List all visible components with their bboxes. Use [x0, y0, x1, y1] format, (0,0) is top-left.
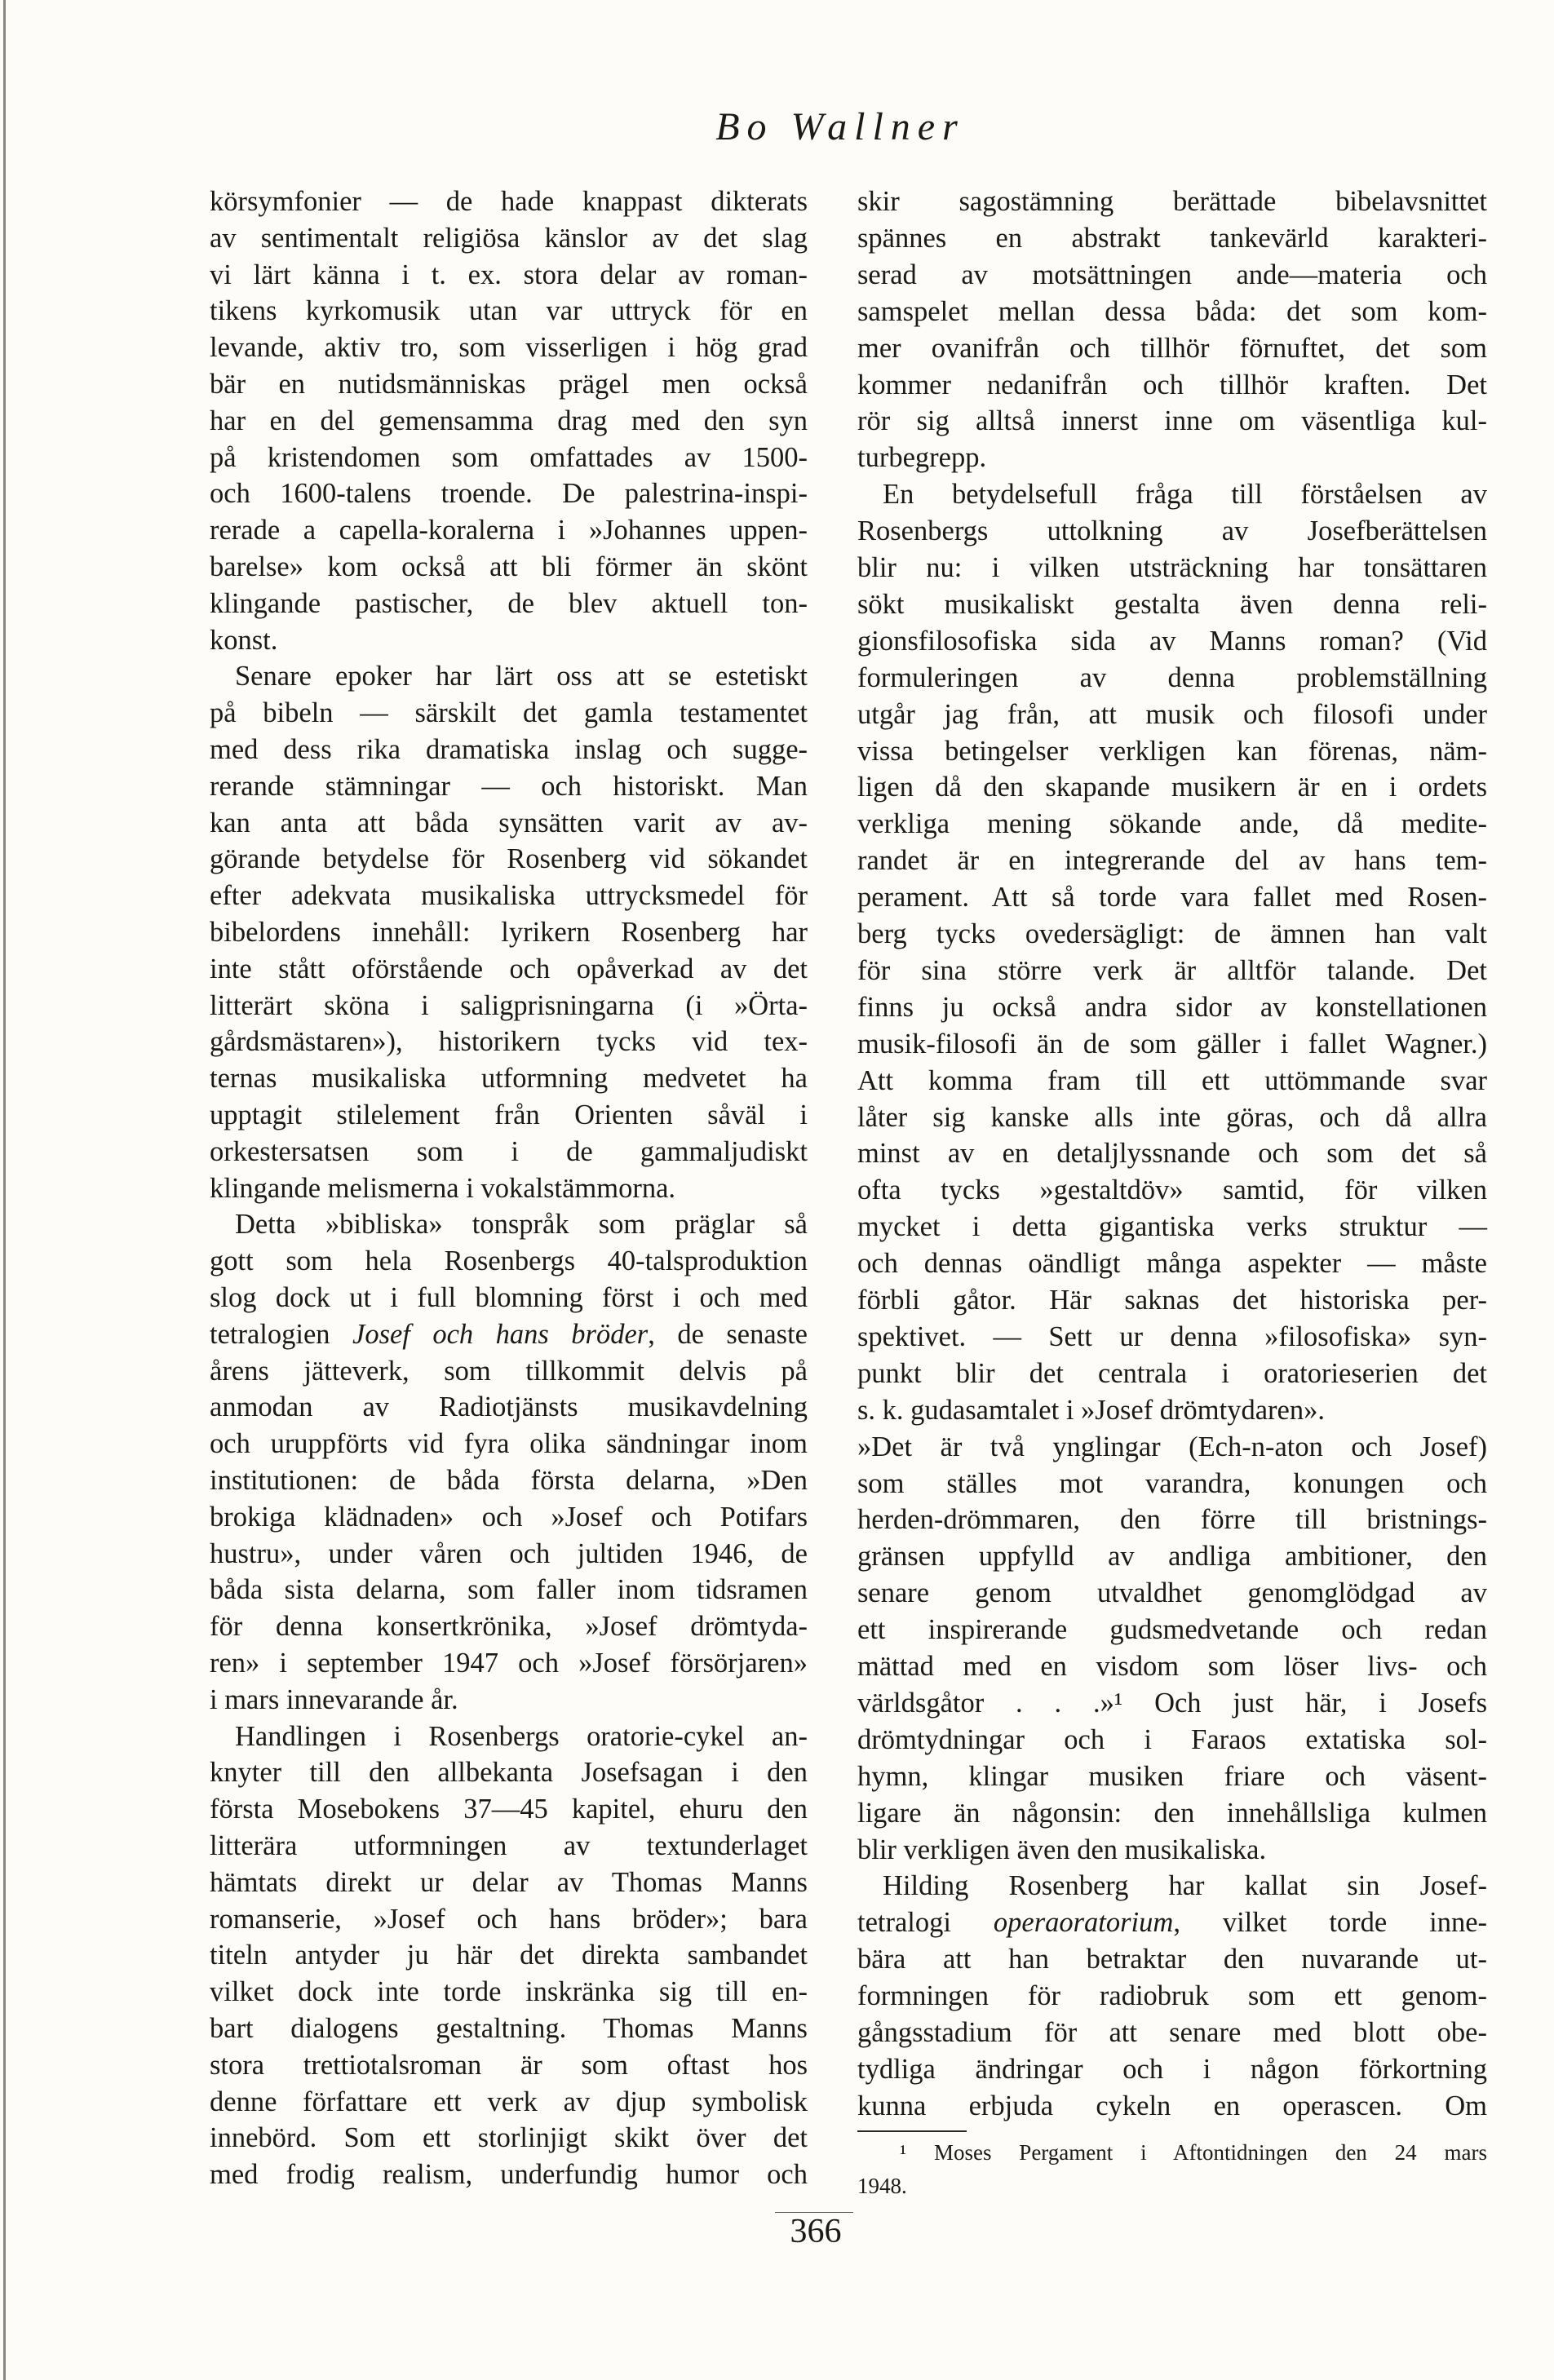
text-line-segment: punkt blir det centrala i oratorieserien det: [857, 1357, 1487, 1389]
text-line: [210, 440, 808, 476]
text-line-segment: förbli gåtor. Här saknas det historiska per-: [857, 1285, 1487, 1316]
text-line-segment: och uruppförts vid fyra olika sändningar inom: [210, 1428, 808, 1460]
running-header-author: Bo Wallner: [715, 105, 965, 148]
text-line: [857, 1685, 1487, 1722]
text-line: [857, 1099, 1487, 1136]
text-line: [857, 1612, 1487, 1648]
text-line: [210, 732, 808, 768]
text-line: [857, 330, 1487, 367]
text-line: [857, 1172, 1487, 1209]
text-line: [857, 1502, 1487, 1538]
text-line: [857, 1135, 1487, 1172]
text-line-segment: anmodan av Radiotjänsts musikavdelning: [210, 1391, 808, 1423]
text-line-segment: båda sista delarna, som faller inom tidsramen: [210, 1574, 808, 1606]
text-line-segment: serad av motsättningen ande—materia och: [857, 259, 1487, 290]
text-line: [210, 1937, 808, 1974]
text-line-segment: mycket i detta gigantiska verks struktur —: [857, 1211, 1487, 1243]
text-line-segment: En betydelsefull fråga till förståelsen av: [883, 479, 1487, 511]
text-line: [857, 697, 1487, 733]
text-line-segment: med dess rika dramatiska inslag och sugge-: [210, 734, 808, 765]
text-line: [210, 1828, 808, 1865]
text-line: [857, 1648, 1487, 1685]
text-line: [857, 403, 1487, 440]
text-line: [210, 1754, 808, 1791]
text-line-segment: blir verkligen även den musikaliska.: [857, 1834, 1267, 1865]
text-line: [210, 1499, 808, 1536]
text-line-segment: med frodig realism, underfundig humor och: [210, 2159, 808, 2191]
text-line-segment: vilket dock inte torde inskränka sig till en-: [210, 1976, 808, 2008]
text-line-segment: musik-filosofi än de som gäller i fallet Wagner.): [857, 1028, 1487, 1059]
text-line-segment: verkliga mening sökande ande, då medite-: [857, 808, 1487, 840]
text-line-segment: tetralogien: [210, 1318, 352, 1350]
text-line-segment: efter adekvata musikaliska uttrycksmedel för: [210, 880, 808, 912]
text-line: [857, 2051, 1487, 2088]
text-line: [857, 220, 1487, 257]
text-line-segment: konst.: [210, 624, 278, 656]
text-line: [210, 1134, 808, 1170]
page-binding-edge: [3, 0, 6, 2380]
text-line: [857, 1429, 1487, 1466]
text-line: [210, 988, 808, 1024]
text-line-segment: för sina större verk är alltför talande. Det: [857, 954, 1487, 986]
text-line-segment: vi lärt känna i t. ex. stora delar av roman-: [210, 259, 808, 290]
text-line-segment: berg tycks ovedersägligt: de ämnen han valt: [857, 918, 1487, 949]
text-line-segment: herden-drömmaren, den förre till bristnings-: [857, 1504, 1487, 1536]
text-line: [857, 586, 1487, 623]
text-line: [210, 512, 808, 549]
text-line-segment: spektivet. — Sett ur denna »filosofiska» syn-: [857, 1321, 1487, 1352]
text-line: [857, 1722, 1487, 1758]
text-line: [857, 916, 1487, 953]
text-line-segment: som ställes mot varandra, konungen och: [857, 1467, 1487, 1499]
text-line: [857, 1538, 1487, 1575]
text-line: [210, 841, 808, 878]
text-line: [210, 1389, 808, 1426]
text-line-segment: romanserie, »Josef och hans bröder»; bara: [210, 1903, 808, 1935]
text-line-segment: av sentimentalt religiösa känslor av det slag: [210, 222, 808, 254]
text-line: [210, 1682, 808, 1719]
footnote-divider: [857, 2130, 967, 2132]
text-line: [210, 586, 808, 622]
text-line: [210, 293, 808, 330]
text-line-segment: perament. Att så torde vara fallet med Rosen-: [857, 882, 1487, 914]
text-line: [210, 1974, 808, 2011]
text-line-segment: gionsfilosofiska sida av Manns roman? (Vid: [857, 625, 1487, 657]
text-line: [857, 733, 1487, 770]
text-line: [210, 951, 808, 988]
text-line-segment: drömtydningar och i Faraos extatiska sol-: [857, 1723, 1487, 1755]
text-line-segment: bibelordens innehåll: lyrikern Rosenberg har: [210, 917, 808, 948]
text-line: [857, 660, 1487, 697]
text-line-segment: bär en nutidsmänniskas prägel men också: [210, 369, 808, 400]
text-line-segment: inte stått oförstående och opåverkad av det: [210, 953, 808, 984]
text-line: [857, 1392, 1487, 1429]
text-line: [210, 695, 808, 732]
italic-title: Josef och hans bröder: [352, 1318, 649, 1350]
text-line-segment: gott som hela Rosenbergs 40-talsproduktion: [210, 1245, 808, 1277]
text-line-segment: hämtats direkt ur delar av Thomas Manns: [210, 1866, 808, 1898]
text-line-segment: formningen för radiobruk som ett genom-: [857, 1980, 1487, 2012]
text-line-segment: denne författare ett verk av djup symbolisk: [210, 2086, 808, 2117]
text-line: [210, 1536, 808, 1573]
text-line: [857, 184, 1487, 220]
text-line-segment: kommer nedanifrån och tillhör kraften. Det: [857, 369, 1487, 400]
text-line-segment: hymn, klingar musiken friare och väsent-: [857, 1760, 1487, 1792]
text-line-segment: bart dialogens gestaltning. Thomas Manns: [210, 2013, 808, 2044]
text-line-segment: ren» i september 1947 och »Josef försörjaren»: [210, 1648, 808, 1679]
text-line: [210, 1206, 808, 1243]
text-line-segment: kan anta att båda synsätten varit av av-: [210, 807, 808, 838]
text-line-segment: Detta »bibliska» tonspråk som präglar så: [235, 1209, 808, 1241]
text-line-segment: första Mosebokens 37—45 kapitel, ehuru den: [210, 1794, 808, 1825]
text-line-segment: har en del gemensamma drag med den syn: [210, 405, 808, 436]
text-line: [857, 953, 1487, 989]
text-line: [210, 622, 808, 659]
text-line-segment: stora trettiotalsroman är som oftast hos: [210, 2049, 808, 2081]
text-line-segment: ofta tycks »gestaltdöv» samtid, för vilken: [857, 1175, 1487, 1206]
text-line-segment: skir sagostämning berättade bibelavsnittet: [857, 186, 1487, 217]
text-line-segment: ternas musikaliska utformning medvetet ha: [210, 1063, 808, 1095]
text-line: [210, 1243, 808, 1280]
text-line: [210, 1791, 808, 1828]
text-line: [210, 220, 808, 257]
text-line-segment: tydliga ändringar och i någon förkortning: [857, 2053, 1487, 2085]
text-line: [857, 989, 1487, 1026]
text-line-segment: , vilket torde inne-: [1173, 1907, 1487, 1939]
text-line: [210, 1353, 808, 1390]
text-line-segment: litterärt sköna i saligprisningarna (i »Örta-: [210, 989, 808, 1021]
text-line: [857, 513, 1487, 550]
text-line: [210, 1462, 808, 1499]
text-line-segment: senare genom utvaldhet genomglödgad av: [857, 1577, 1487, 1609]
text-line-segment: vissa betingelser verkligen kan förenas, näm-: [857, 735, 1487, 767]
text-line-segment: slog dock ut i full blomning först i och med: [210, 1282, 808, 1313]
text-line: [857, 1575, 1487, 1612]
page-number: 366: [790, 2213, 842, 2250]
text-line: [210, 403, 808, 440]
text-line-segment: Att komma fram till ett uttömmande svar: [857, 1064, 1487, 1096]
text-line-segment: barelse» kom också att bli förmer än skönt: [210, 551, 808, 582]
text-line-segment: Hilding Rosenberg har kallat sin Josef-: [883, 1870, 1487, 1902]
text-line: [857, 1282, 1487, 1319]
text-line: [857, 294, 1487, 330]
text-line-segment: turbegrepp.: [857, 442, 987, 474]
text-line-segment: rör sig alltså innerst inne om väsentliga kul-: [857, 405, 1487, 437]
text-line-segment: institutionen: de båda första delarna, »Den: [210, 1465, 808, 1496]
text-line-segment: »Det är två ynglingar (Ech-n-aton och Josef): [857, 1431, 1487, 1462]
text-line-segment: gränsen uppfylld av andliga ambitioner, den: [857, 1541, 1487, 1573]
text-line-segment: , de senaste: [648, 1318, 808, 1350]
text-line: [210, 914, 808, 951]
text-line: [857, 1356, 1487, 1392]
text-line: [857, 623, 1487, 660]
text-line: [857, 1209, 1487, 1245]
text-line-segment: ligen då den skapande musikern är en i ordets: [857, 772, 1487, 803]
text-line-segment: Senare epoker har lärt oss att se estetiskt: [235, 661, 808, 692]
text-line-segment: spännes en abstrakt tankevärld karakteri-: [857, 222, 1487, 254]
text-line-segment: innebörd. Som ett storlinjigt skikt över det: [210, 2122, 808, 2154]
text-line: [210, 1901, 808, 1938]
text-line: [210, 1608, 808, 1645]
text-line-segment: upptagit stilelement från Orienten såväl i: [210, 1099, 808, 1130]
text-line: [210, 878, 808, 914]
text-line: [210, 184, 808, 220]
text-line-segment: gångsstadium för att senare med blott obe-: [857, 2017, 1487, 2048]
text-line-segment: årens jätteverk, som tillkommit delvis på: [210, 1355, 808, 1387]
text-line-segment: och 1600-talens troende. De palestrina-inspi-: [210, 478, 808, 510]
text-line: [857, 1978, 1487, 2015]
text-line-segment: levande, aktiv tro, som visserligen i hög grad: [210, 332, 808, 364]
text-line: [210, 2047, 808, 2084]
text-line: [857, 1941, 1487, 1978]
text-line: [857, 806, 1487, 843]
text-line-segment: kunna erbjuda cykeln en operascen. Om: [857, 2090, 1487, 2121]
text-line: [210, 1865, 808, 1901]
text-line-segment: klingande pastischer, de blev aktuell ton-: [210, 587, 808, 619]
text-line-segment: rerande stämningar — och historiskt. Man: [210, 770, 808, 802]
text-line-segment: titeln antyder ju här det direkta sambandet: [210, 1940, 808, 1971]
text-line: [857, 1319, 1487, 1356]
text-line-segment: orkestersatsen som i de gammaljudiskt: [210, 1135, 808, 1167]
text-line: [210, 1170, 808, 1207]
text-line: [210, 1280, 808, 1316]
text-line: [210, 1426, 808, 1462]
text-line: [210, 2084, 808, 2121]
text-line-segment: tetralogi: [857, 1907, 994, 1939]
text-line-segment: för denna konsertkrönika, »Josef drömtyda-: [210, 1611, 808, 1643]
text-line: [857, 1245, 1487, 1282]
text-line: [857, 1758, 1487, 1795]
text-line-segment: randet är en integrerande del av hans tem-: [857, 845, 1487, 877]
text-line-segment: finns ju också andra sidor av konstellationen: [857, 991, 1487, 1023]
text-line: [210, 1645, 808, 1682]
text-line-segment: litterära utformningen av textunderlaget: [210, 1830, 808, 1861]
text-line-segment: ligare än någonsin: den innehållsliga kulmen: [857, 1797, 1487, 1829]
text-line-segment: sökt musikaliskt gestalta även denna reli-: [857, 588, 1487, 620]
text-line: [857, 1868, 1487, 1904]
text-line: [857, 476, 1487, 513]
text-line: [210, 805, 808, 842]
text-line: [210, 2157, 808, 2193]
text-line-segment: mättad med en visdom som löser livs- och: [857, 1651, 1487, 1682]
text-line-segment: på kristendomen som omfattades av 1500-: [210, 441, 808, 473]
text-line: [857, 1063, 1487, 1099]
text-line: [857, 843, 1487, 879]
text-line: [857, 550, 1487, 586]
text-line: [857, 1832, 1487, 1869]
text-line-segment: världsgåtor . . .»¹ Och just här, i Josefs: [857, 1687, 1487, 1719]
text-line: [210, 658, 808, 695]
text-line: [210, 257, 808, 294]
text-line: [210, 2120, 808, 2157]
text-line: [210, 1316, 808, 1353]
text-line-segment: bära att han betraktar den nuvarande ut-: [857, 1944, 1487, 1975]
text-line-segment: görande betydelse för Rosenberg vid sökandet: [210, 843, 808, 875]
text-line: [210, 768, 808, 805]
text-line: [857, 367, 1487, 404]
text-line: [857, 1795, 1487, 1832]
text-line-segment: knyter till den allbekanta Josefsagan i den: [210, 1757, 808, 1789]
text-line-segment: ett inspirerande gudsmedvetande och redan: [857, 1614, 1487, 1646]
text-line: [857, 440, 1487, 476]
text-line-segment: hustru», under våren och jultiden 1946, de: [210, 1537, 808, 1569]
text-line-segment: utgår jag från, att musik och filosofi under: [857, 698, 1487, 730]
text-line: [210, 476, 808, 512]
text-line-segment: blir nu: i vilken utsträckning har tonsättaren: [857, 552, 1487, 583]
text-line: [857, 1904, 1487, 1941]
text-line-segment: låter sig kanske alls inte göras, och då allra: [857, 1101, 1487, 1133]
text-line: [210, 1060, 808, 1097]
text-line-segment: s. k. gudasamtalet i »Josef drömtydaren».: [857, 1394, 1325, 1426]
text-line-segment: brokiga klädnaden» och »Josef och Potifars: [210, 1501, 808, 1533]
text-line-segment: Rosenbergs uttolkning av Josefberättelsen: [857, 515, 1487, 547]
text-line-segment: körsymfonier — de hade knappast dikterats: [210, 186, 808, 217]
text-line-segment: samspelet mellan dessa båda: det som kom-: [857, 295, 1487, 327]
text-line: [210, 330, 808, 366]
footnote-line: ¹ Moses Pergament i Aftontidningen den 24 mars: [900, 2140, 1487, 2165]
text-line: [210, 1097, 808, 1134]
text-line: [210, 366, 808, 403]
text-line-segment: Handlingen i Rosenbergs oratorie-cykel an-: [235, 1720, 808, 1752]
text-line: [210, 549, 808, 586]
text-line: [857, 257, 1487, 294]
text-line: [857, 1026, 1487, 1063]
text-line: [857, 769, 1487, 806]
text-line-segment: i mars innevarande år.: [210, 1683, 458, 1715]
text-line-segment: rerade a capella-koralerna i »Johannes uppen-: [210, 515, 808, 546]
text-line-segment: minst av en detaljlyssnande och som det så: [857, 1138, 1487, 1170]
text-line-segment: och dennas oändligt många aspekter — måste: [857, 1248, 1487, 1280]
text-line: [210, 2011, 808, 2047]
text-line-segment: gårdsmästaren»), historikern tycks vid tex-: [210, 1026, 808, 1058]
text-line-segment: tikens kyrkomusik utan var uttryck för en: [210, 295, 808, 327]
italic-title: operaoratorium: [993, 1907, 1174, 1939]
text-line: [210, 1719, 808, 1755]
text-line: [857, 879, 1487, 916]
text-line: [210, 1572, 808, 1608]
text-line: [857, 2088, 1487, 2125]
footnote-line: 1948.: [857, 2174, 907, 2198]
text-line: [857, 1466, 1487, 1502]
text-line-segment: klingande melismerna i vokalstämmorna.: [210, 1172, 676, 1204]
text-line-segment: på bibeln — särskilt det gamla testamentet: [210, 697, 808, 729]
text-line: [857, 2015, 1487, 2051]
text-line: [210, 1024, 808, 1060]
text-line-segment: formuleringen av denna problemställning: [857, 661, 1487, 693]
text-line-segment: mer ovanifrån och tillhör förnuftet, det som: [857, 332, 1487, 364]
